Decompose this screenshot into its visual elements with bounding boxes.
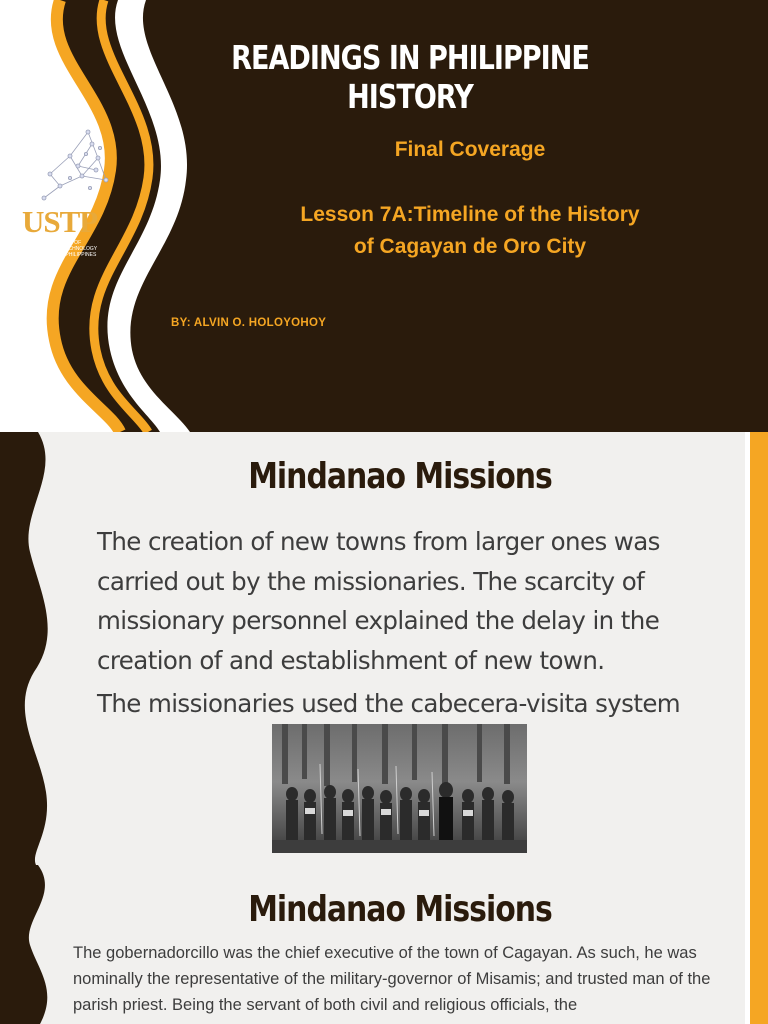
ustp-subtitle: UNIVERSITY OF SCIENCE AND TECHNOLOGY OF SOUTHERN PHILIPPINES: [26, 240, 98, 258]
content-slide-1: [0, 432, 768, 865]
lesson-title-line2: of Cagayan de Oro City: [353, 235, 587, 258]
slide-heading: Mindanao Missions: [248, 889, 552, 930]
decorative-wave-band: [0, 865, 60, 1024]
right-accent-bar: [750, 432, 768, 865]
content-slide-2: [0, 865, 768, 1024]
right-accent-bar: [750, 865, 768, 1024]
slide-heading: Mindanao Missions: [248, 456, 552, 497]
lesson-title-line1: Lesson 7A:Timeline of the History: [300, 203, 640, 226]
author-credit: BY: ALVIN O. HOLOYOHOY: [171, 317, 327, 329]
slide-paragraph: The gobernadorcillo was the chief executive of the town of Cagayan. As such, he was nominally the representative of the military-governor of Misamis; and trusted man of the parish priest. Being the servant of both civil and religious officials, the: [73, 944, 711, 1014]
slide-paragraph-2: The missionaries used the cabecera-visita system: [97, 689, 681, 718]
decorative-wave-band: [0, 432, 60, 865]
presentation-title: READINGS IN PHILIPPINE HISTORY: [231, 38, 589, 116]
network-graphic-icon: [30, 128, 110, 208]
historical-photo-image: [272, 724, 527, 853]
slide-paragraph: The creation of new towns from larger ones was carried out by the missionaries. The scarcity of missionary personnel explained the delay in the creation of and establishment of new town.: [97, 527, 660, 675]
title-slide: [0, 0, 768, 432]
ustp-wordmark: USTP: [22, 204, 98, 239]
coverage-subtitle: Final Coverage: [394, 138, 546, 161]
lesson-title: [250, 199, 690, 263]
ustp-logo: [18, 128, 108, 260]
